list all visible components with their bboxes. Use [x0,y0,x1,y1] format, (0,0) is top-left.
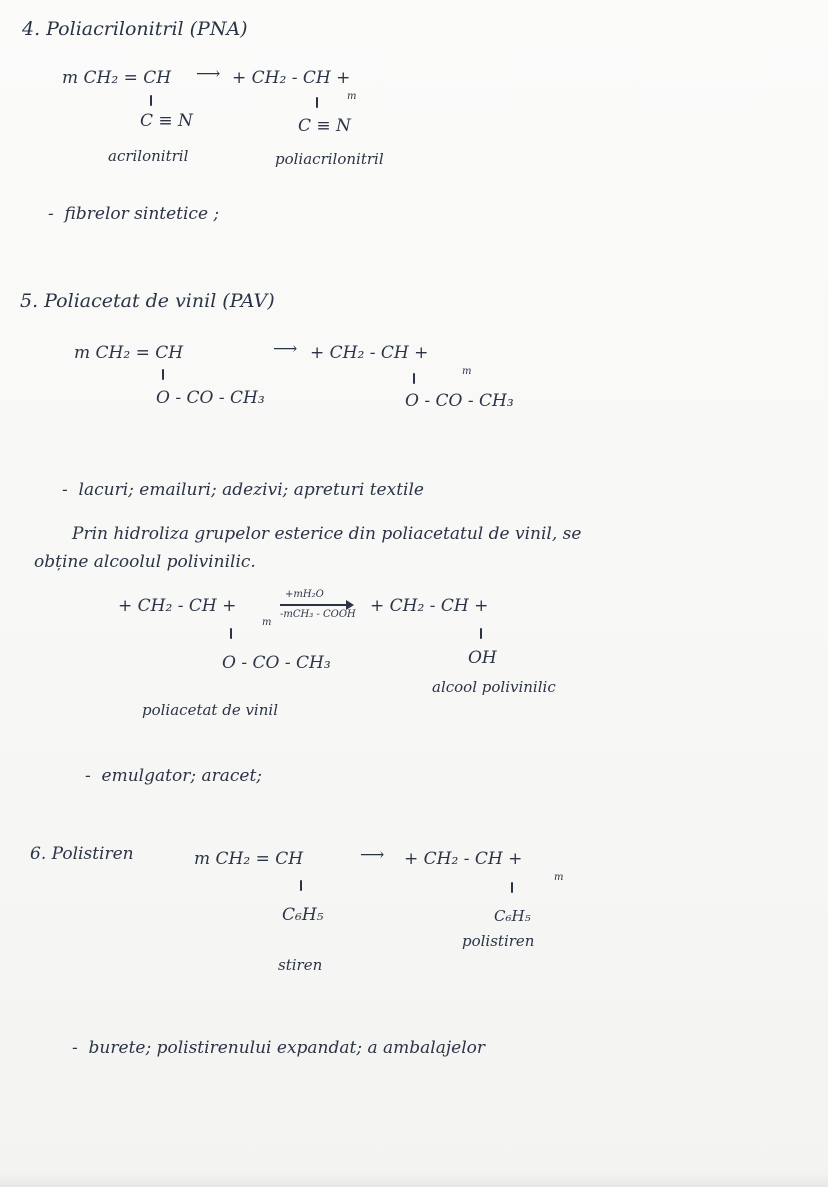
bond-line [230,628,232,639]
bond-line [150,95,152,106]
s5-use-2: - emulgator; aracet; [85,766,262,786]
bond-line [316,97,318,108]
s6-monomer-name: stiren [278,956,323,974]
s6-degree-m: m [554,872,564,883]
s5-paragraph-line-2: obține alcoolul polivinilic. [34,552,256,572]
s4-monomer-name: acrilonitril [108,147,189,165]
reaction-arrow-icon: ⟶ [196,64,221,84]
s4-product: + CH₂ - CH + [232,68,351,88]
bond-line [511,882,513,893]
s6-substituent-right: C₆H₅ [494,907,531,925]
bond-line [300,880,302,891]
s5-hydrolysis-product: + CH₂ - CH + [370,596,489,616]
s5-hydrolysis-degree-m: m [262,617,272,628]
s5-product: + CH₂ - CH + [310,343,429,363]
section-4-title: 4. Poliacrilonitril (PNA) [22,18,248,40]
s5-paragraph-line-1: Prin hidroliza grupelor esterice din poliacetatul de vinil, se [72,524,582,544]
s5-hydrolysis-reactant: + CH₂ - CH + [118,596,237,616]
s5-hydrolysis-reactant-name: poliacetat de vinil [142,701,278,719]
section-5-title: 5. Poliacetat de vinil (PAV) [20,290,275,312]
s4-degree-m: m [347,91,357,102]
s5-hydrolysis-byproduct: -mCH₃ - COOH [280,609,356,620]
s5-use: - lacuri; emailuri; adezivi; apreturi textile [62,480,424,500]
reaction-arrow-icon [280,604,352,606]
section-6-title: 6. Polistiren [30,844,134,864]
s5-hydrolysis-substituent-left: O - CO - CH₃ [222,653,331,673]
bond-line [162,369,164,380]
s6-use: - burete; polistirenului expandat; a ambalajelor [72,1038,485,1058]
bond-line [480,628,482,639]
s5-hydrolysis-reagent: +mH₂O [285,589,324,600]
reaction-arrow-icon: ⟶ [360,845,385,865]
reaction-arrow-icon: ⟶ [273,339,298,359]
s6-polymer-name: polistiren [462,932,535,950]
s5-reactant: m CH₂ = CH [74,343,184,363]
s5-substituent-right: O - CO - CH₃ [405,391,514,411]
s4-polymer-name: poliacrilonitril [275,150,384,168]
s4-substituent-right: C ≡ N [298,116,351,136]
s5-degree-m: m [462,366,472,377]
s4-substituent-left: C ≡ N [140,111,193,131]
s6-product: + CH₂ - CH + [404,849,523,869]
s5-hydrolysis-substituent-right: OH [468,648,497,668]
s5-substituent-left: O - CO - CH₃ [156,388,265,408]
s4-reactant: m CH₂ = CH [62,68,172,88]
bond-line [413,373,415,384]
s4-use: - fibrelor sintetice ; [48,204,220,224]
s5-hydrolysis-product-name: alcool polivinilic [432,678,556,696]
s6-substituent-left: C₆H₅ [282,905,324,925]
s6-reactant: m CH₂ = CH [194,849,304,869]
